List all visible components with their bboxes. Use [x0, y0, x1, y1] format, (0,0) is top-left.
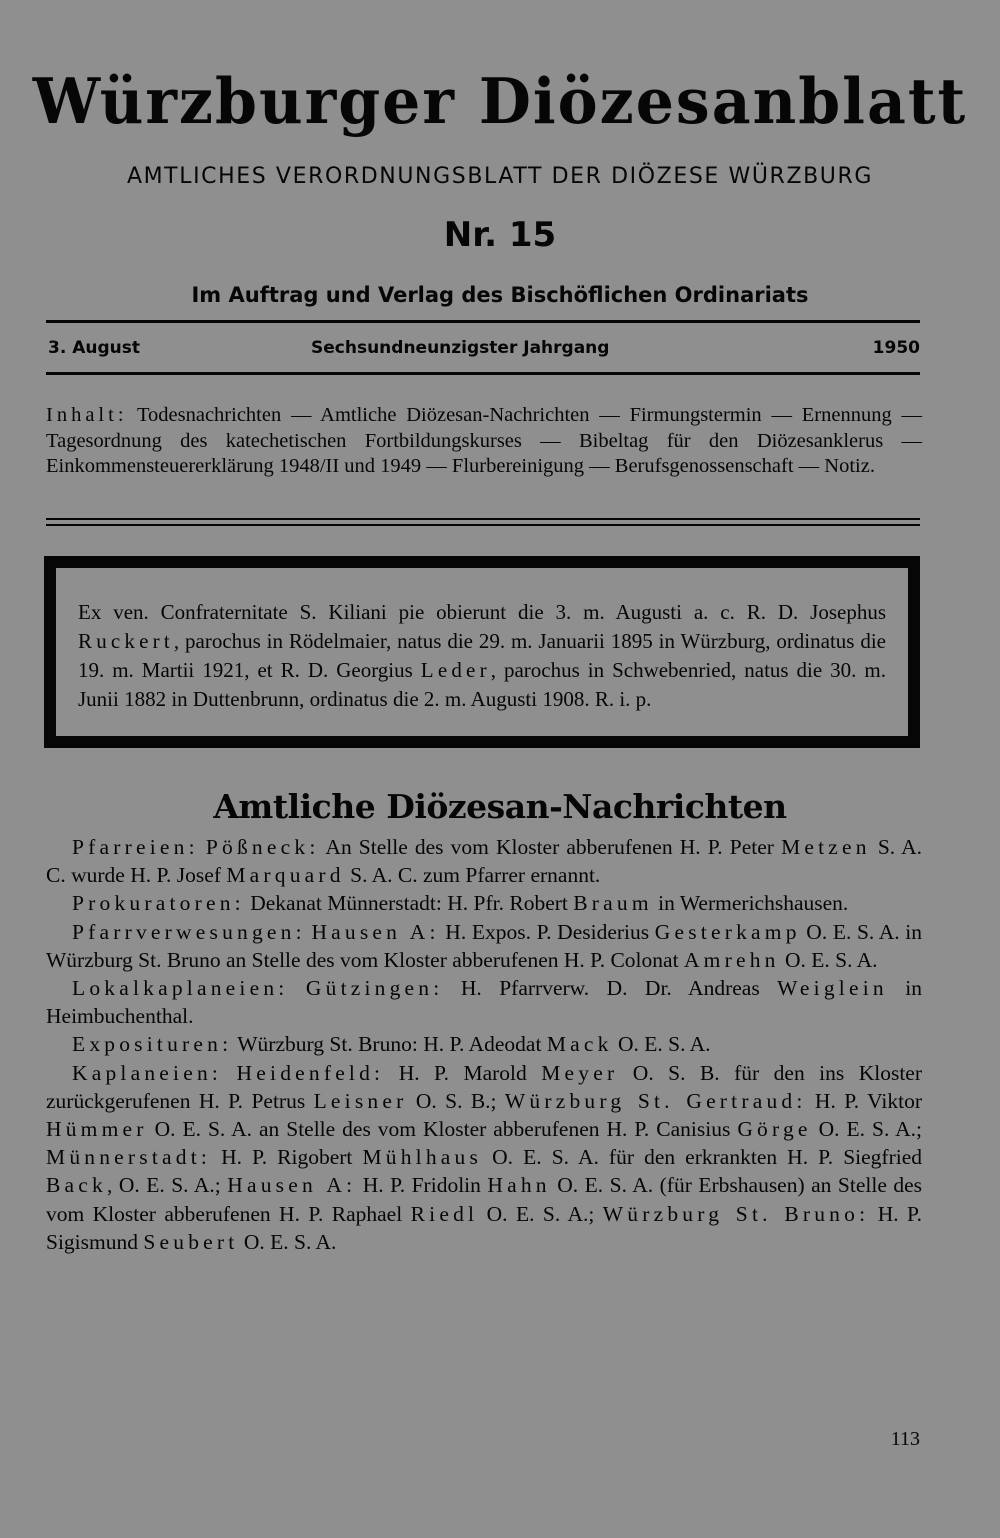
category-label: Lokalkaplaneien: [72, 976, 289, 1001]
person-name: Seubert [143, 1229, 239, 1254]
person-name: Leisner [313, 1088, 408, 1113]
category-label: Prokuratoren: [72, 891, 245, 916]
contents-label: Inhalt: [46, 404, 128, 426]
text-run: Würzburg St. Bruno: H. P. Adeodat [232, 1032, 547, 1057]
obituary-box [44, 556, 920, 748]
contents-rule-2 [46, 524, 920, 526]
person-name: Mühlhaus [362, 1145, 483, 1170]
issue-year: 1950 [872, 338, 920, 358]
page-number: 113 [890, 1428, 920, 1450]
prokuratoren-paragraph [46, 889, 922, 917]
place-name: Hausen A: [311, 919, 440, 944]
text-run: S. A. C. zum Pfarrer ernannt. [344, 863, 601, 888]
place-name: Heidenfeld: [236, 1060, 385, 1085]
text-run: Dekanat Münnerstadt: H. Pfr. Robert [244, 891, 574, 916]
text-run: O. E. S. A. [612, 1032, 711, 1057]
obituary-part: , parochus in Schwebenried, natus die 30. m. Junii 1882 in Duttenbrunn, ordinatus die 2. m. Augusti 1908. R. i. p. [78, 658, 886, 711]
person-name: Mack [546, 1032, 613, 1057]
section-heading: Amtliche Diözesan-Nachrichten [213, 787, 787, 826]
category-label: Pfarreien: [72, 835, 199, 859]
text-run: H. Expos. P. Desiderius [439, 919, 655, 944]
text-run: O. E. S. A. (für Erbshausen) an Stelle des vom Kloster abberufenen H. P. Raphael [46, 1173, 923, 1226]
table-of-contents [46, 403, 922, 480]
person-name: Hümmer [46, 1117, 148, 1142]
person-name: Riedl [410, 1201, 479, 1226]
volume-label: Sechsundneunzigster Jahrgang [311, 338, 610, 358]
text-run: O. E. S. A. in Würzburg St. Bruno an Stelle des vom Kloster abberufenen H. P. Colonat [46, 919, 923, 972]
obituary-text [78, 598, 886, 714]
issue-number: Nr. 15 [443, 215, 557, 255]
text-run: H. P. Marold [384, 1060, 542, 1085]
contents-rule-1 [46, 518, 920, 520]
place-name: Würzburg St. Bruno: [602, 1201, 870, 1226]
person-name: Amrehn [683, 947, 780, 972]
category-label: Kaplaneien: [72, 1060, 223, 1085]
place-name: Gützingen: [305, 976, 444, 1001]
text-run: O. E. S. A. an Stelle des vom Kloster abberufenen H. P. Canisius [147, 1117, 738, 1142]
kaplaneien-paragraph [46, 1059, 922, 1256]
person-name: Metzen [781, 835, 871, 859]
obituary-name: Leder [420, 658, 491, 682]
text-run: H. Pfarrverw. D. Dr. Andreas [443, 976, 778, 1001]
place-name: Hausen A: [227, 1173, 357, 1198]
contents-text: Todesnachrichten — Amtliche Diözesan-Nachrichten — Firmungstermin — Ernennung — Tagesordnung des katechetischen Fortbildungskurses — Bibeltag für den Diözesanklerus — Einkommensteuererklärung 1948/II und 1949 — Flurbereinigung — Berufsgenossenschaft — Notiz. [46, 404, 922, 477]
person-name: Weiglein [777, 976, 888, 1001]
place-name: Münnerstadt: [46, 1145, 212, 1170]
place-name: Pößneck: [205, 835, 320, 859]
text-run: H. P. Fridolin [356, 1173, 488, 1198]
person-name: Back [46, 1173, 107, 1198]
text-run: O. E. S. A.; [811, 1117, 922, 1142]
pfarreien-paragraph [46, 833, 922, 889]
newspaper-title: Würzburger Diözesanblatt [32, 65, 968, 139]
top-rule [46, 320, 920, 323]
obituary-part: Ex ven. Confraternitate S. Kiliani pie obierunt die 3. m. Augusti a. c. R. D. Josephus [78, 600, 886, 624]
obituary-part: , parochus in Rödelmaier, natus die 29. m. Januarii 1895 in Würzburg, ordinatus die 19. m. Martii 1921, et R. D. Georgius [78, 629, 886, 682]
dateline-rule [46, 372, 920, 375]
text-run: S. A. C. wurde H. P. Josef [46, 835, 922, 888]
person-name: Görge [737, 1117, 812, 1142]
text-run: H. P. Rigobert [211, 1145, 363, 1170]
text-run: O. E. S. A. für den erkrankten H. P. Siegfried [482, 1145, 922, 1170]
text-run: in Heimbuchenthal. [46, 976, 922, 1029]
obituary-name: Ruckert [78, 629, 174, 653]
category-label: Pfarrverwesungen: [72, 919, 306, 944]
place-name: Würzburg St. Gertraud: [504, 1088, 807, 1113]
person-name: Braum [573, 891, 653, 916]
text-run: O. E. S. A.; [478, 1201, 603, 1226]
person-name: Hahn [487, 1173, 551, 1198]
issue-date: 3. August [48, 338, 140, 358]
person-name: Marquard [226, 863, 345, 888]
text-run: An Stelle des vom Kloster abberufenen H. P. Peter [319, 835, 782, 859]
text-run: , O. E. S. A.; [106, 1173, 228, 1198]
text-run: in Wermerichshausen. [652, 891, 849, 916]
text-run: O. S. B.; [407, 1088, 505, 1113]
person-name: Meyer [541, 1060, 619, 1085]
text-run: O. E. S. A. [238, 1229, 337, 1254]
category-label: Exposituren: [72, 1032, 233, 1057]
lokalkaplaneien-paragraph [46, 974, 922, 1030]
person-name: Gesterkamp [654, 919, 801, 944]
pfarrverwesungen-paragraph [46, 918, 922, 974]
text-run: H. P. Sigismund [46, 1201, 922, 1254]
news-body [46, 833, 922, 1256]
text-run: H. P. Viktor [806, 1088, 922, 1113]
publisher-line: Im Auftrag und Verlag des Bischöflichen Ordinariats [191, 283, 809, 307]
exposituren-paragraph [46, 1030, 922, 1058]
newspaper-subtitle: AMTLICHES VERORDNUNGSBLATT DER DIÖZESE WÜRZBURG [126, 164, 874, 189]
text-run: O. S. B. für den ins Kloster zurückgerufenen H. P. Petrus [46, 1060, 922, 1113]
text-run: O. E. S. A. [779, 947, 878, 972]
